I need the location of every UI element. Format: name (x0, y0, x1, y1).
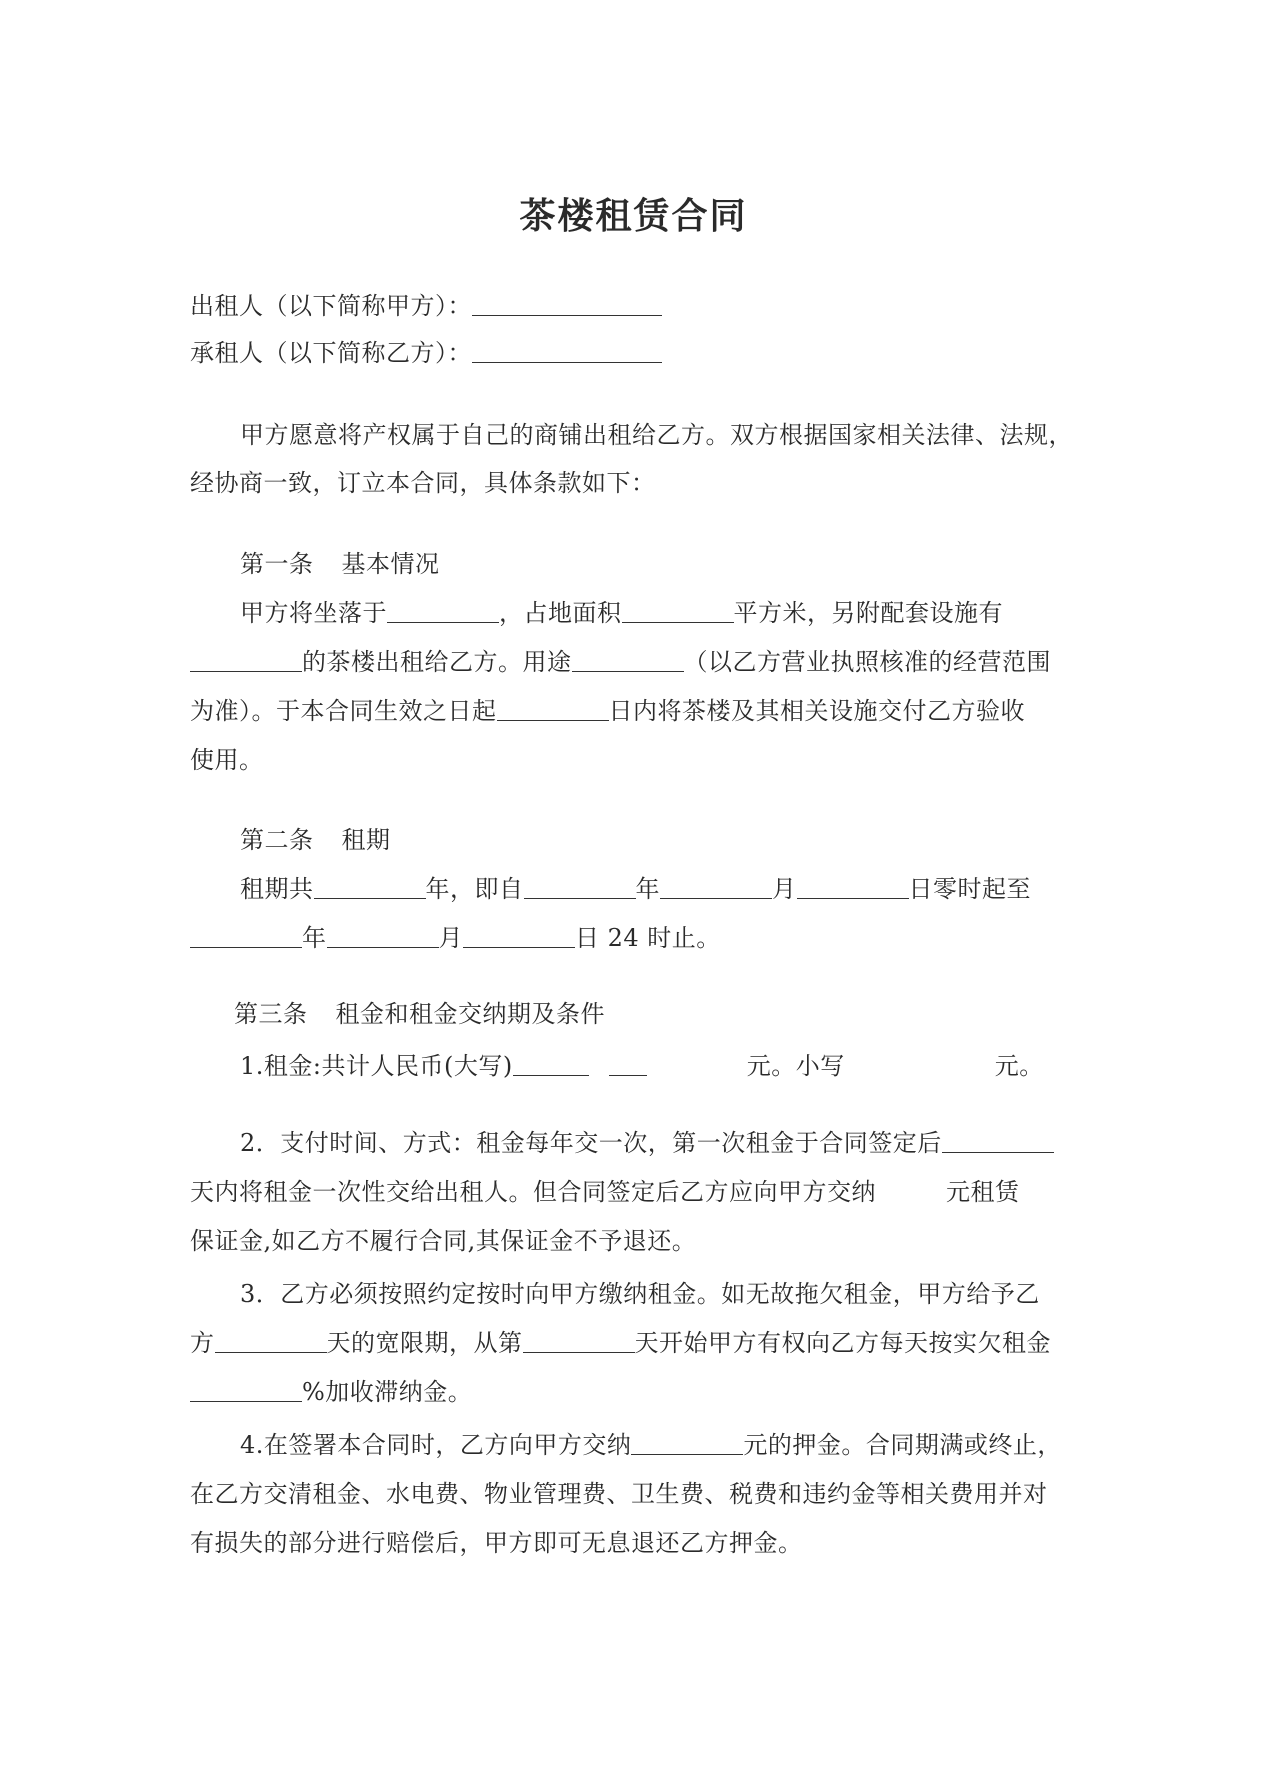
rent-text: 天开始甲方有权向乙方每天按实欠租金 (634, 1329, 1051, 1357)
article2-line-2 (190, 921, 721, 955)
rent-item-4-line-1 (240, 1428, 1062, 1462)
rent-capital-blank[interactable] (513, 1051, 589, 1076)
article1-text: 为准）。于本合同生效之日起 (190, 697, 497, 725)
deposit-blank[interactable] (631, 1430, 743, 1455)
penalty-rate-blank[interactable] (190, 1377, 302, 1402)
end-year-blank[interactable] (190, 923, 302, 948)
rent-item-2-line-3: 保证金,如乙方不履行合同,其保证金不予退还。 (190, 1227, 697, 1255)
rent-text: 4.在签署本合同时，乙方向甲方交纳 (240, 1431, 632, 1459)
rent-item-1 (240, 1049, 1044, 1083)
rent-item-3-line-3 (190, 1375, 472, 1409)
article2-text: 租期共 (240, 875, 314, 903)
rent-item-2-line-1 (240, 1126, 1054, 1160)
lessee-line (190, 336, 662, 370)
rent-item-4-line-3: 有损失的部分进行赔偿后，甲方即可无息退还乙方押金。 (190, 1529, 803, 1557)
article1-line-2 (190, 645, 1051, 679)
rent-text: 天的宽限期，从第 (326, 1329, 523, 1357)
article2-line-1 (240, 872, 1031, 906)
article2-text: 日 24 时止。 (575, 924, 721, 952)
payment-days-blank[interactable] (942, 1128, 1054, 1153)
location-blank[interactable] (387, 598, 499, 623)
article1-text: 日内将茶楼及其相关设施交付乙方验收 (608, 697, 1025, 725)
rent-text: 2．支付时间、方式：租金每年交一次，第一次租金于合同签定后 (240, 1129, 942, 1157)
start-year-blank[interactable] (524, 874, 636, 899)
document-title: 茶楼租赁合同 (519, 195, 748, 237)
lessee-label: 承租人（以下简称乙方）： (190, 339, 472, 367)
article2-text: 年 (635, 875, 660, 903)
rent-text: 元租赁 (946, 1178, 1020, 1206)
article1-number: 第一条 (240, 550, 314, 578)
intro-line-1: 甲方愿意将产权属于自己的商铺出租给乙方。双方根据国家相关法律、法规， (240, 421, 1073, 449)
article2-title: 租期 (341, 826, 391, 854)
lessee-name-blank[interactable] (472, 338, 662, 363)
article1-text: 甲方将坐落于 (240, 599, 387, 627)
rent-text: 方 (190, 1329, 215, 1357)
article1-text: 的茶楼出租给乙方。用途 (302, 648, 572, 676)
article2-text: 月 (438, 924, 463, 952)
rent-text: 元。小写 (746, 1052, 845, 1080)
article1-text: 平方米，另附配套设施有 (733, 599, 1003, 627)
rent-text: 1.租金:共计人民币(大写) (240, 1052, 513, 1080)
article1-title: 基本情况 (341, 550, 440, 578)
article1-text: ，占地面积 (499, 599, 622, 627)
article2-number: 第二条 (240, 826, 314, 854)
rent-item-3-line-1: 3．乙方必须按照约定按时向甲方缴纳租金。如无故拖欠租金，甲方给予乙 (240, 1280, 1040, 1308)
article1-text: （以乙方营业执照核准的经营范围 (683, 648, 1051, 676)
start-day-blank[interactable] (797, 874, 909, 899)
article3-number: 第三条 (234, 1000, 308, 1028)
area-blank[interactable] (622, 598, 734, 623)
article2-text: 日零时起至 (908, 875, 1031, 903)
article2-text: 年，即自 (425, 875, 524, 903)
rent-item-3-line-2 (190, 1326, 1051, 1360)
start-month-blank[interactable] (660, 874, 772, 899)
rent-capital-blank-2[interactable] (609, 1051, 647, 1076)
article1-line-4: 使用。 (190, 746, 264, 774)
article3-heading (234, 997, 605, 1031)
facilities-blank[interactable] (190, 647, 302, 672)
article2-text: 月 (772, 875, 797, 903)
usage-blank[interactable] (572, 647, 684, 672)
lessor-label: 出租人（以下简称甲方）： (190, 292, 472, 320)
rent-text: 元的押金。合同期满或终止， (743, 1431, 1062, 1459)
intro-line-2: 经协商一致，订立本合同，具体条款如下： (190, 469, 656, 497)
end-day-blank[interactable] (463, 923, 575, 948)
rent-text: 元。 (994, 1052, 1044, 1080)
article1-line-3 (190, 694, 1025, 728)
rent-item-2-line-2 (190, 1175, 1020, 1209)
article2-heading (240, 823, 391, 857)
rent-text: 天内将租金一次性交给出租人。但合同签定后乙方应向甲方交纳 (190, 1178, 876, 1206)
article1-line-1 (240, 596, 1003, 630)
rent-item-4-line-2: 在乙方交清租金、水电费、物业管理费、卫生费、税费和违约金等相关费用并对 (190, 1480, 1048, 1508)
grace-days-blank[interactable] (215, 1328, 327, 1353)
lessor-line (190, 289, 662, 323)
lessor-name-blank[interactable] (472, 291, 662, 316)
article2-text: 年 (302, 924, 327, 952)
end-month-blank[interactable] (327, 923, 439, 948)
penalty-start-day-blank[interactable] (523, 1328, 635, 1353)
term-years-blank[interactable] (314, 874, 426, 899)
article3-title: 租金和租金交纳期及条件 (335, 1000, 605, 1028)
delivery-days-blank[interactable] (497, 696, 609, 721)
article1-heading (240, 547, 440, 581)
rent-text: %加收滞纳金。 (302, 1378, 473, 1406)
